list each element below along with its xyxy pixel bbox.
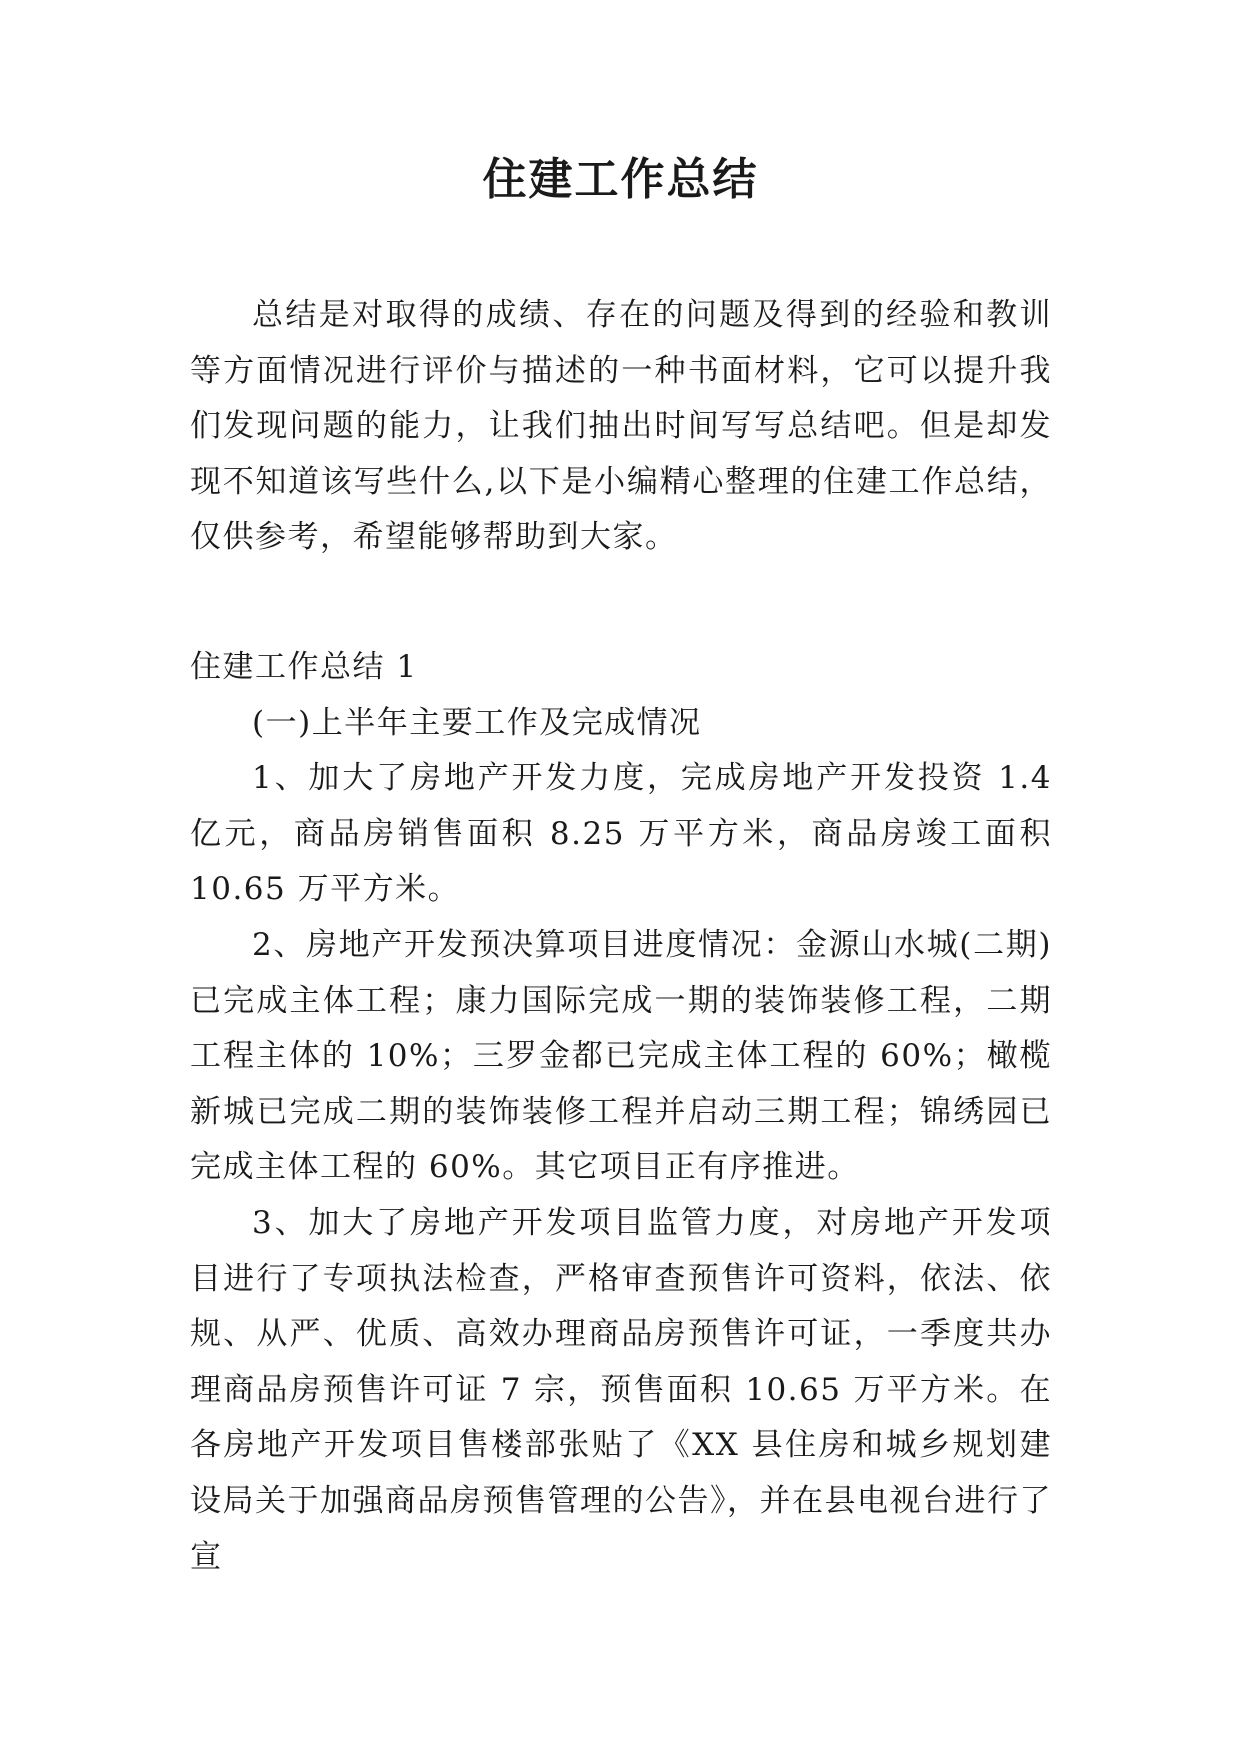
section-item-1: 1、加大了房地产开发力度，完成房地产开发投资 1.4 亿元，商品房销售面积 8.25 万平方米，商品房竣工面积 10.65 万平方米。: [190, 760, 1052, 908]
section-item-3: 3、加大了房地产开发项目监管力度，对房地产开发项目进行了专项执法检查，严格审查预售许可资料，依法、依规、从严、优质、高效办理商品房预售许可证，一季度共办理商品房预售许可证 7 宗，预售面积 10.65 万平方米。在各房地产开发项目售楼部张贴了《XX 县住房和城乡规划建设局关于加强商品房预售管理的公告》，并在县电视台进行了宣: [190, 1204, 1052, 1575]
section-heading: 住建工作总结 1: [190, 649, 418, 685]
intro-paragraph: 总结是对取得的成绩、存在的问题及得到的经验和教训等方面情况进行评价与描述的一种书面材料，它可以提升我们发现问题的能力，让我们抽出时间写写总结吧。但是却发现不知道该写些什么,以下是小编精心整理的住建工作总结，仅供参考，希望能够帮助到大家。: [190, 297, 1052, 556]
section-subheading: (一)上半年主要工作及完成情况: [252, 704, 702, 741]
section-item-2: 2、房地产开发预决算项目进度情况：金源山水城(二期)已完成主体工程；康力国际完成一期的装饰装修工程，二期工程主体的 10%；三罗金都已完成主体工程的 60%；橄榄新城已完成二期的装饰装修工程并启动三期工程；锦绣园已完成主体工程的 60%。其它项目正有序推进。: [190, 926, 1052, 1186]
document-title: 住建工作总结: [482, 154, 759, 205]
section-1: [190, 640, 1052, 1585]
